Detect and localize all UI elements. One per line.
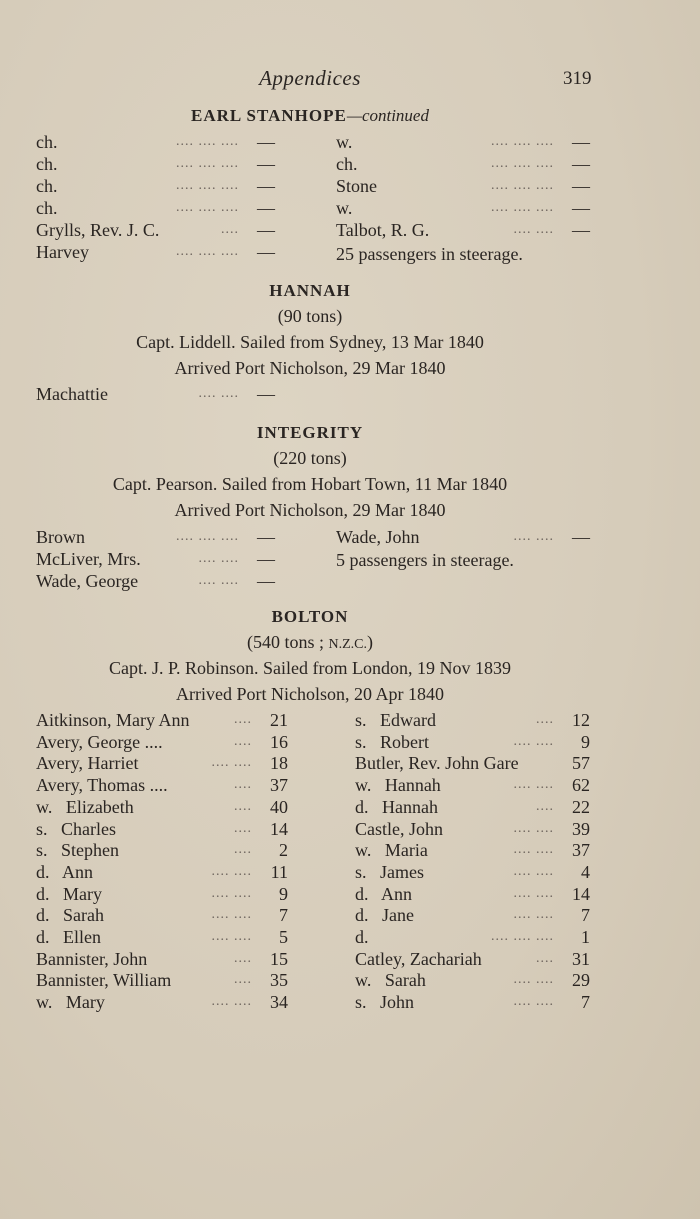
leader-dots: .... .... bbox=[513, 222, 554, 237]
age-dash: — bbox=[257, 154, 275, 174]
passenger-name: Grylls, Rev. J. C. bbox=[36, 220, 160, 240]
leader-dots: .... bbox=[234, 798, 252, 814]
passenger-age: 11 bbox=[270, 861, 288, 882]
passenger-name: w. Hannah bbox=[355, 775, 441, 796]
passenger-name: w. bbox=[336, 132, 353, 152]
passenger-name: Wade, John bbox=[336, 527, 420, 547]
leader-dots: .... .... bbox=[513, 820, 554, 836]
age-dash: — bbox=[572, 527, 590, 547]
age-dash: — bbox=[257, 384, 275, 404]
passenger-age: 37 bbox=[572, 840, 590, 861]
leader-dots: .... .... .... bbox=[491, 156, 554, 171]
passenger-name: Catley, Zachariah bbox=[355, 948, 482, 969]
passenger-name: d. Hannah bbox=[355, 796, 438, 817]
leader-dots: .... bbox=[221, 222, 239, 237]
passenger-age: 12 bbox=[572, 710, 590, 730]
book-page: Appendices 319 EARL STANHOPE—continued ch. .... .... .... — ch. .... .... .... — ch. .... .... .... — ch. .... .... .... — Grylls, Rev. J. C. .... — Harvey .... .... .... — w. .... .... .... — ch. .... .... .... — Stone .... .... .... — w. .... .... .... — Talbot, R. G. .... .... — 25 passengers in steerage. HANNAH (90 tons) Capt. Liddell. Sailed from Sydney, 13 Mar 1840 Arrived Port Nicholson, 29 Mar 1840 Machattie .... .... — INTEGRITY (220 tons) Capt. Pearson. Sailed from Hobart Town, 11 Mar 1840 Arrived Port Nicholson, 29 Mar 1840 Brown .... .... .... — McLiver, Mrs. .... .... — Wade, George .... .... — Wade, John .... .... — 5 passengers in steerage. BOLTON (540 tons ; N.Z.C.) Capt. J. P. Robinson. Sailed from London, 19 Nov 1839 Arrived Port Nicholson, 20 Apr 1840 Aitkinson, Mary Ann .... 21 Avery, George .... .... 16 Avery, Harriet .... .... 18 Avery, Thomas .... .... 37 w. Elizabeth .... 40 s. Charles .... 14 s. Stephen .... 2 d. Ann .... .... 11 d. Mary .... .... 9 d. Sarah .... .... 7 d. Ellen .... .... 5 Bannister, John .... 15 Bannister, William .... 35 w. Mary .... .... 34 s. Edward .... 12 s. Robert .... .... 9 Butler, Rev. John Gare 57 w. Hannah .... .... 62 d. Hannah .... 22 Castle, John .... .... 39 w. Maria .... .... 37 s. James .... .... 4 d. Ann .... .... 14 d. Jane .... .... 7 d. .... .... .... 1 Catley, Zachariah .... 31 w. Sarah .... .... 29 s. John .... .... 7 bbox=[0, 0, 700, 1219]
ship-name: EARL STANHOPE bbox=[191, 106, 347, 125]
passenger-row bbox=[0, 752, 700, 774]
passenger-row bbox=[0, 774, 700, 796]
leader-dots: .... .... bbox=[198, 551, 239, 566]
passenger-name: w. bbox=[336, 198, 353, 218]
leader-dots: .... .... .... bbox=[176, 244, 239, 259]
passenger-name: w. Elizabeth bbox=[36, 796, 134, 817]
passenger-name: d. Ann bbox=[36, 861, 94, 882]
leader-dots: .... bbox=[234, 733, 252, 749]
leader-dots: .... .... .... bbox=[491, 200, 554, 215]
leader-dots: .... .... bbox=[513, 529, 554, 544]
leader-dots: .... .... bbox=[513, 863, 554, 879]
passenger-name: Machattie bbox=[36, 384, 108, 404]
passenger-row bbox=[0, 991, 700, 1013]
passenger-age: 39 bbox=[572, 818, 590, 839]
age-dash: — bbox=[257, 132, 275, 152]
passenger-age: 7 bbox=[581, 905, 590, 926]
continued-label: —continued bbox=[346, 106, 429, 125]
passenger-name: Aitkinson, Mary Ann bbox=[36, 710, 190, 730]
hannah-sailed: Capt. Liddell. Sailed from Sydney, 13 Mar 1840 bbox=[136, 332, 484, 352]
leader-dots: .... bbox=[536, 712, 554, 727]
leader-dots: .... .... bbox=[513, 907, 554, 923]
passenger-age: 14 bbox=[572, 883, 590, 904]
passenger-age: 7 bbox=[279, 905, 288, 926]
passenger-row bbox=[0, 153, 700, 175]
leader-dots: .... .... .... bbox=[176, 178, 239, 193]
passenger-name: Harvey bbox=[36, 242, 89, 262]
leader-dots: .... .... bbox=[211, 907, 252, 923]
bolton-arrived: Arrived Port Nicholson, 20 Apr 1840 bbox=[176, 684, 444, 704]
passenger-row bbox=[0, 904, 700, 926]
leader-dots: .... .... .... bbox=[176, 200, 239, 215]
passenger-name: d. bbox=[355, 927, 369, 947]
passenger-name: ch. bbox=[336, 154, 358, 174]
age-dash: — bbox=[572, 154, 590, 174]
passenger-row bbox=[0, 796, 700, 818]
leader-dots: .... .... bbox=[513, 777, 554, 793]
integrity-arrived: Arrived Port Nicholson, 29 Mar 1840 bbox=[174, 500, 446, 520]
passenger-row bbox=[0, 526, 700, 548]
leader-dots: .... .... bbox=[513, 972, 554, 988]
passenger-name: d. Mary bbox=[36, 883, 102, 904]
passenger-name: ch. bbox=[36, 176, 58, 196]
leader-dots: .... .... bbox=[513, 733, 554, 749]
leader-dots: .... .... bbox=[198, 573, 239, 588]
passenger-row bbox=[0, 969, 700, 991]
leader-dots: .... bbox=[234, 950, 252, 966]
passenger-row bbox=[0, 948, 700, 970]
passenger-name: d. Ellen bbox=[36, 927, 101, 947]
passenger-row bbox=[0, 883, 700, 905]
leader-dots: .... bbox=[234, 712, 252, 727]
ship-heading-earl-stanhope bbox=[0, 106, 620, 126]
leader-dots: .... .... bbox=[513, 994, 554, 1010]
passenger-age: 5 bbox=[279, 927, 288, 947]
passenger-name: Avery, Thomas .... bbox=[36, 775, 168, 796]
passenger-name: w. Maria bbox=[355, 840, 428, 861]
passenger-age: 1 bbox=[581, 927, 590, 947]
leader-dots: .... .... bbox=[513, 885, 554, 901]
leader-dots: .... .... bbox=[198, 386, 239, 401]
ship-heading-hannah: HANNAH bbox=[269, 281, 351, 300]
passenger-row bbox=[0, 383, 700, 405]
passenger-age: 37 bbox=[270, 775, 288, 796]
ship-heading-integrity: INTEGRITY bbox=[256, 423, 364, 442]
leader-dots: .... .... bbox=[513, 842, 554, 858]
passenger-row bbox=[0, 197, 700, 219]
passenger-age: 14 bbox=[270, 818, 288, 839]
passenger-name: s. Stephen bbox=[36, 840, 119, 861]
age-dash: — bbox=[572, 220, 590, 240]
age-dash: — bbox=[257, 176, 275, 196]
running-header-title: Appendices bbox=[259, 66, 361, 90]
passenger-age: 4 bbox=[581, 861, 590, 882]
passenger-name: Talbot, R. G. bbox=[336, 220, 430, 240]
hannah-tons: (90 tons) bbox=[277, 306, 343, 326]
passenger-name: d. Sarah bbox=[36, 905, 104, 926]
passenger-name: d. Jane bbox=[355, 905, 414, 926]
passenger-name: s. Edward bbox=[355, 710, 436, 730]
passenger-age: 31 bbox=[572, 948, 590, 969]
leader-dots: .... .... .... bbox=[176, 156, 239, 171]
age-dash: — bbox=[572, 176, 590, 196]
age-dash: — bbox=[257, 242, 275, 262]
leader-dots: .... bbox=[234, 842, 252, 858]
passenger-row bbox=[0, 709, 700, 731]
leader-dots: .... .... bbox=[211, 994, 252, 1010]
passenger-name: ch. bbox=[36, 154, 58, 174]
passenger-name: Brown bbox=[36, 527, 85, 547]
age-dash: — bbox=[572, 198, 590, 218]
leader-dots: .... .... bbox=[211, 885, 252, 901]
passenger-name: ch. bbox=[36, 198, 58, 218]
passenger-name: s. Robert bbox=[355, 731, 429, 752]
passenger-row bbox=[0, 219, 700, 241]
passenger-name: w. Mary bbox=[36, 992, 105, 1013]
age-dash: — bbox=[257, 198, 275, 218]
leader-dots: .... bbox=[536, 798, 554, 814]
passenger-name: w. Sarah bbox=[355, 970, 426, 991]
leader-dots: .... .... bbox=[211, 863, 252, 879]
leader-dots: .... .... .... bbox=[491, 134, 554, 149]
passenger-name: Bannister, William bbox=[36, 970, 172, 991]
leader-dots: .... bbox=[234, 777, 252, 793]
page-number: 319 bbox=[563, 68, 592, 89]
passenger-age: 34 bbox=[270, 992, 288, 1013]
integrity-sailed: Capt. Pearson. Sailed from Hobart Town, 11 Mar 1840 bbox=[112, 474, 508, 494]
integrity-tons: (220 tons) bbox=[273, 448, 347, 468]
age-dash: — bbox=[572, 132, 590, 152]
age-dash: — bbox=[257, 527, 275, 547]
passenger-name: ch. bbox=[36, 132, 58, 152]
passenger-name: Avery, George .... bbox=[36, 731, 163, 752]
leader-dots: .... .... .... bbox=[491, 929, 554, 944]
passenger-age: 9 bbox=[279, 883, 288, 904]
passenger-age: 35 bbox=[270, 970, 288, 991]
passenger-age: 16 bbox=[270, 731, 288, 752]
passenger-age: 9 bbox=[581, 731, 590, 752]
passenger-row bbox=[0, 926, 700, 948]
passenger-name: Stone bbox=[336, 176, 378, 196]
passenger-row bbox=[0, 570, 700, 592]
age-dash: — bbox=[257, 549, 275, 569]
passenger-name: Bannister, John bbox=[36, 948, 148, 969]
passenger-name: Castle, John bbox=[355, 818, 443, 839]
passenger-age: 29 bbox=[572, 970, 590, 991]
passenger-age: 2 bbox=[279, 840, 288, 861]
hannah-arrived: Arrived Port Nicholson, 29 Mar 1840 bbox=[174, 358, 446, 378]
passenger-name: McLiver, Mrs. bbox=[36, 549, 141, 569]
passenger-row bbox=[0, 131, 700, 153]
passenger-name: s. James bbox=[355, 861, 424, 882]
passenger-age: 57 bbox=[572, 753, 590, 774]
passenger-row bbox=[0, 175, 700, 197]
passenger-name: Wade, George bbox=[36, 571, 139, 591]
passenger-age: 18 bbox=[270, 753, 288, 774]
passenger-row bbox=[0, 731, 700, 753]
leader-dots: .... .... bbox=[211, 929, 252, 944]
bolton-sailed: Capt. J. P. Robinson. Sailed from London, 19 Nov 1839 bbox=[108, 658, 511, 678]
age-dash: — bbox=[257, 220, 275, 240]
passenger-name: d. Ann bbox=[355, 883, 413, 904]
passenger-name: s. Charles bbox=[36, 818, 116, 839]
passenger-age: 40 bbox=[270, 796, 288, 817]
bolton-tons: (540 tons ; N.Z.C.) bbox=[246, 632, 373, 652]
passenger-name: Avery, Harriet bbox=[36, 753, 139, 774]
passenger-age: 22 bbox=[572, 796, 590, 817]
leader-dots: .... bbox=[536, 950, 554, 966]
leader-dots: .... bbox=[234, 820, 252, 836]
leader-dots: .... .... .... bbox=[176, 529, 239, 544]
passenger-age: 21 bbox=[270, 710, 288, 730]
passenger-age: 62 bbox=[572, 775, 590, 796]
passenger-name: Butler, Rev. John Gare bbox=[355, 753, 519, 774]
ship-heading-bolton: BOLTON bbox=[271, 607, 349, 626]
nzc-abbrev: N.Z.C. bbox=[328, 637, 367, 652]
leader-dots: .... .... .... bbox=[176, 134, 239, 149]
leader-dots: .... bbox=[234, 972, 252, 988]
passenger-row bbox=[0, 818, 700, 840]
passenger-age: 15 bbox=[270, 948, 288, 969]
leader-dots: .... .... .... bbox=[491, 178, 554, 193]
passenger-row bbox=[0, 839, 700, 861]
passenger-age: 7 bbox=[581, 992, 590, 1013]
age-dash: — bbox=[257, 571, 275, 591]
leader-dots: .... .... bbox=[211, 755, 252, 771]
passenger-name: s. John bbox=[355, 992, 415, 1013]
passenger-row bbox=[0, 861, 700, 883]
